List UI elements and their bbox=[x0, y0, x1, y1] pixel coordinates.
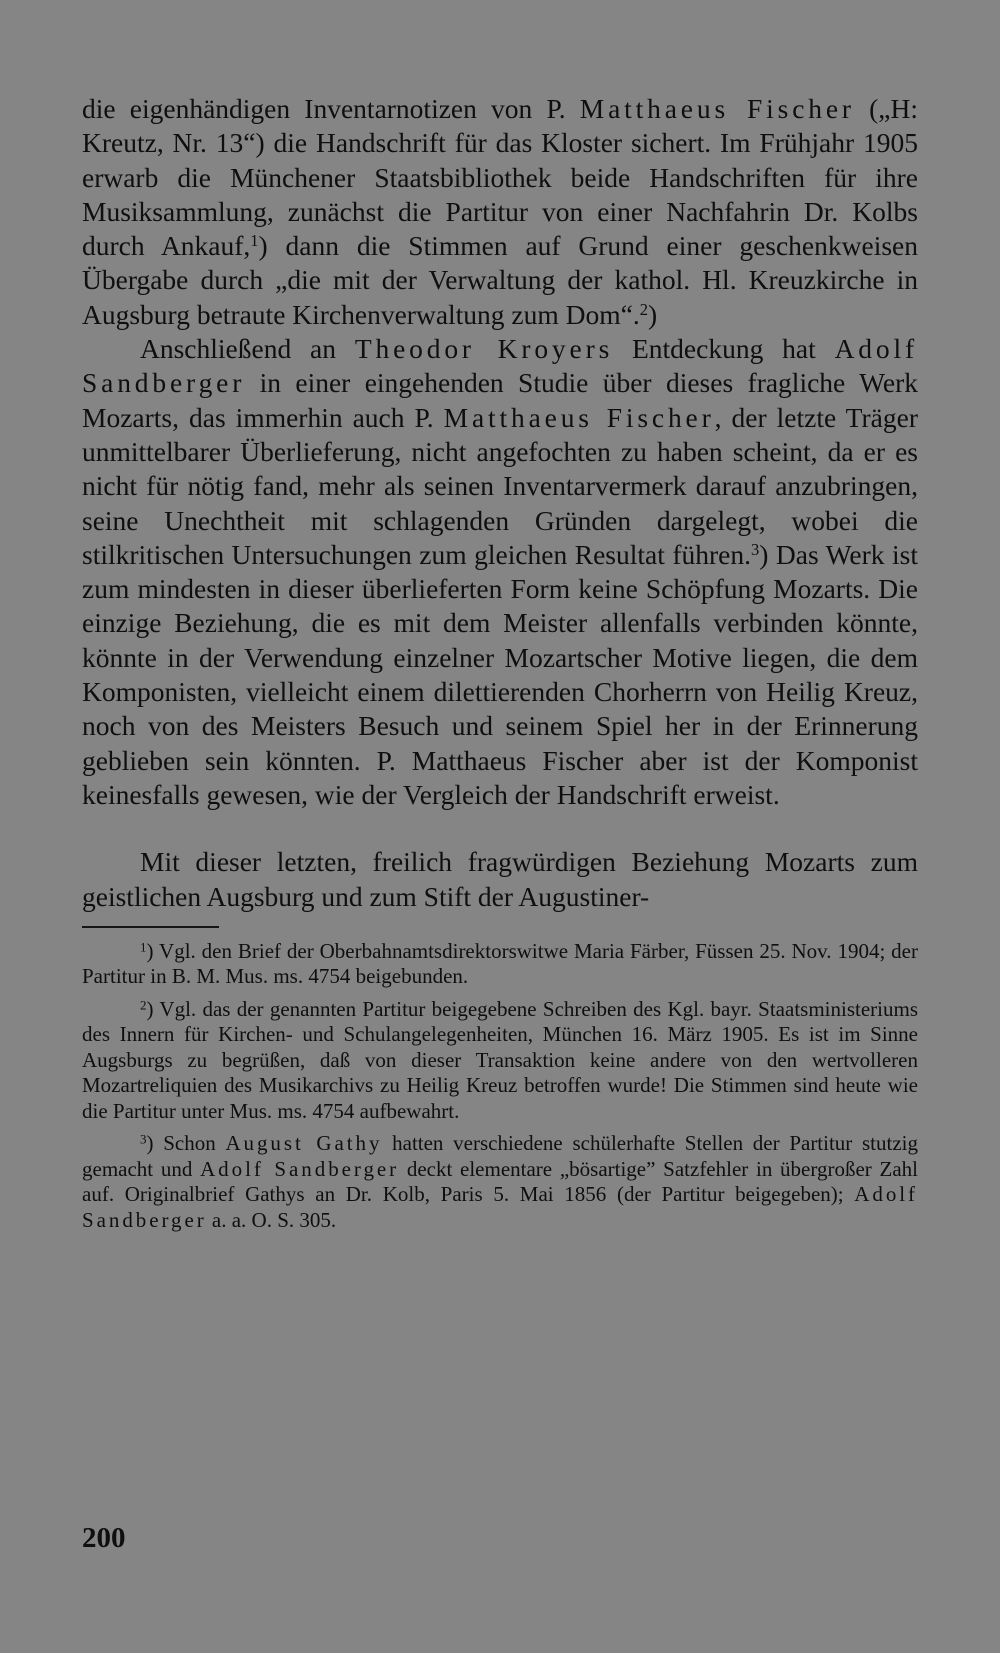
paragraph bbox=[82, 845, 918, 914]
paragraph bbox=[82, 92, 918, 332]
footnote-mark: 3 bbox=[140, 1131, 147, 1147]
spaced-name: Matthaeus Fischer bbox=[579, 93, 855, 124]
text-run: in einer eingehenden Studie über dieses fragliche Werk Mozarts, das immerhin auch P. bbox=[82, 367, 918, 433]
text-run: hatten verschiedene schülerhafte Stellen der Partitur stutzig gemacht und bbox=[82, 1131, 919, 1181]
footnote: $^2$) Vgl. das der genannten Partitur beigegebene Schreiben des Kgl. bayr. Staatsministeriums des Innern für Kirchen- und Schulangelegenheiten, München 16. März 1905. Es ist im Sinne Augsburgs zu begrüßen, daß von dieser Transaktion keine andere von den wertvolleren Mozartreliquien des Musikarchivs zu Heilig Kreuz betroffen wurde! Die Stimmen sind heute wie die Partitur unter Mus. ms. 4754 aufbewahrt. bbox=[82, 996, 918, 1123]
text-run: Anschließend an bbox=[140, 333, 355, 365]
text-run: ) Das Werk ist zum mindesten in dieser überlieferten Form keine Schöpfung Mozarts. Die einzige Beziehung, die es mit dem Meister allenfalls verbinden könnte, könnte in der Verwendung einzelner Mozartscher Motive liegen, die dem Komponisten, vielleicht einem dilettierenden Chorherrn von Heilig Kreuz, noch von des Meisters Besuch und seinem Spiel her in der Erinnerung geblieben sein könnten. P. Matthaeus Fischer aber ist der Komponist keinesfalls gewesen, wie der Vergleich der Handschrift erweist. bbox=[82, 538, 919, 810]
footnote-text bbox=[82, 939, 918, 989]
spaced-name: Adolf Sandberger bbox=[82, 333, 919, 399]
text-run: Vgl. das der genannten Partitur beigegebene Schreiben des Kgl. bayr. Staatsministeriums des Innern für Kirchen- und Schulangelegenheiten, München 16. März 1905. Es ist im Sinne Augsburgs zu begrüßen, daß von dieser Transaktion keine andere von den wertvolleren Mozartreliquien des Musikarchivs zu Heilig Kreuz betroffen wurde! Die Stimmen sind heute wie die Partitur unter Mus. ms. 4754 aufbewahrt. bbox=[82, 996, 918, 1123]
text-run: die eigenhändigen Inventarnotizen von P. bbox=[82, 93, 580, 124]
footnote-ref: 2 bbox=[639, 299, 648, 319]
text-run: Schon bbox=[163, 1131, 226, 1156]
footnote-separator bbox=[82, 926, 219, 928]
page bbox=[82, 92, 918, 1240]
text-run: ) dann die Stimmen auf Grund einer geschenkweisen Übergabe durch „die mit der Verwaltung der kathol. Hl. Kreuzkirche in Augsburg betraute Kirchenverwaltung zum Dom“. bbox=[82, 230, 918, 330]
footnotes bbox=[82, 939, 918, 1234]
spaced-name: August Gathy bbox=[225, 1131, 383, 1156]
page-number: 200 bbox=[82, 1522, 126, 1554]
text-run: deckt elementare „bösartige” Satzfehler in übergroßer Zahl auf. Originalbrief Gathys an Dr. Kolb, Paris 5. Mai 1856 (der Partitur beigegeben); bbox=[82, 1156, 918, 1207]
footnote-text bbox=[82, 997, 918, 1123]
text-run: , der letzte Träger unmittelbarer Überlieferung, nicht angefochten zu haben scheint, da er es nicht für nötig fand, mehr als seinen Inventarvermerk darauf anzubringen, seine Unechtheit mit schlagenden Gründen dargelegt, wobei die stilkritischen Untersuchungen zum gleichen Resultat führen. bbox=[82, 401, 918, 570]
text-run: Vgl. den Brief der Oberbahnamtsdirektorswitwe Maria Färber, Füssen 25. Nov. 1904; der Partitur in B. M. Mus. ms. 4754 beigebunden. bbox=[82, 938, 918, 989]
paragraph bbox=[82, 332, 918, 812]
spaced-name: Matthaeus Fischer bbox=[443, 401, 715, 433]
footnote: $^1$) Vgl. den Brief der Oberbahnamtsdirektorswitwe Maria Färber, Füssen 25. Nov. 1904; der Partitur in B. M. Mus. ms. 4754 beigebunden. bbox=[82, 938, 918, 989]
text-run: („H: Kreutz, Nr. 13“) die Handschrift für das Kloster sichert. Im Frühjahr 1905 erwarb die Münchener Staatsbibliothek beide Handschriften für ihre Musiksammlung, zunächst die Partitur von einer Nachfahrin Dr. Kolbs durch Ankauf, bbox=[82, 93, 918, 262]
footnote: $^3$) Schon August Gathy hatten verschiedene schülerhafte Stellen der Partitur stutzig gemacht und Adolf Sandberger deckt elementare „bösartige” Satzfehler in übergroßer Zahl auf. Originalbrief Gathys an Dr. Kolb, Paris 5. Mai 1856 (der Partitur beigegeben); Adolf Sandberger a. a. O. S. 305. bbox=[82, 1131, 919, 1232]
spaced-name: Theodor Kroyers bbox=[354, 333, 614, 365]
spaced-name: Adolf Sandberger bbox=[200, 1156, 400, 1181]
text-run: Entdeckung hat bbox=[613, 333, 835, 365]
text-run: Mit dieser letzten, freilich fragwürdigen Beziehung Mozarts zum geistlichen Augsburg und zum Stift der Augustiner- bbox=[82, 846, 918, 912]
body-text bbox=[82, 92, 918, 914]
footnote-mark: 2 bbox=[140, 997, 147, 1013]
text-run: ) bbox=[647, 298, 658, 330]
footnote-mark: 1 bbox=[140, 939, 147, 955]
footnote-text bbox=[82, 1131, 918, 1232]
footnote-ref: 3 bbox=[751, 539, 760, 559]
footnote-ref: 1 bbox=[250, 231, 259, 251]
text-run: a. a. O. S. 305. bbox=[206, 1207, 337, 1232]
spaced-name: Adolf Sandberger bbox=[82, 1182, 918, 1232]
